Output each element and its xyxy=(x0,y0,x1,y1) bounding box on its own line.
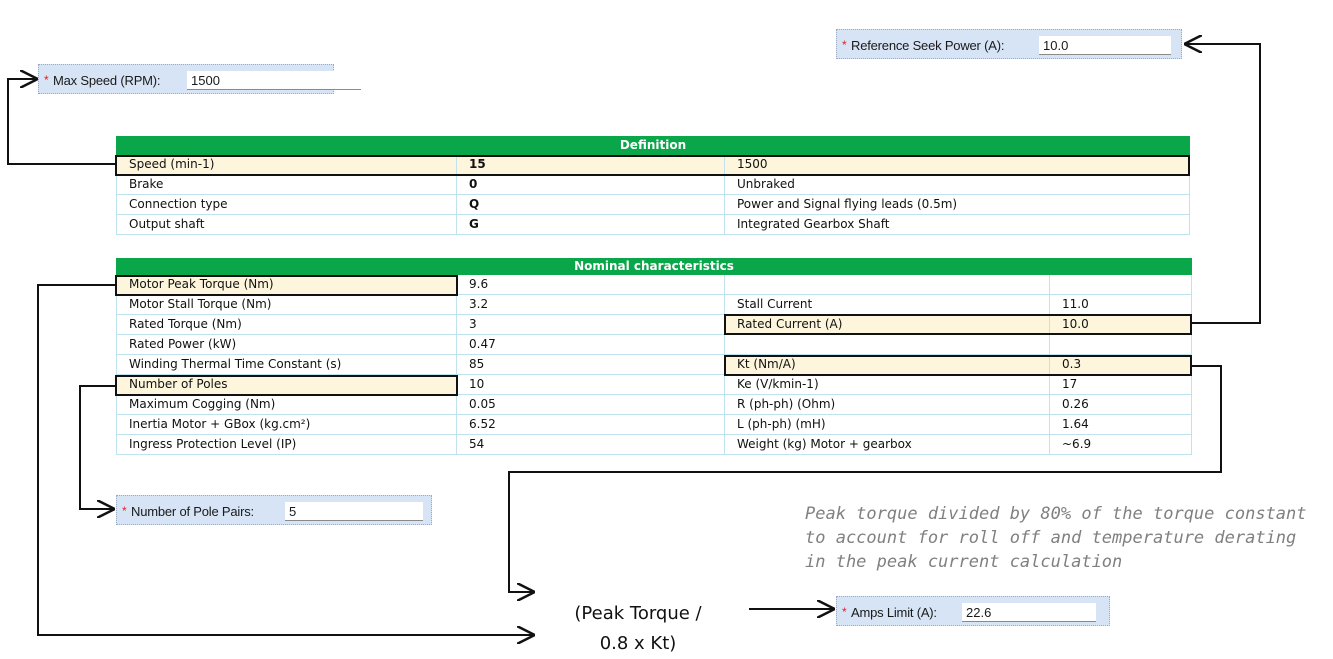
nominal-cell-r0-c1: 9.6 xyxy=(457,275,725,295)
nominal-cell-r4-c0: Winding Thermal Time Constant (s) xyxy=(116,355,457,375)
nominal-cell-r3-c1: 0.47 xyxy=(457,335,725,355)
amps-limit-input[interactable]: 22.6 xyxy=(962,603,1096,622)
reference-seek-power-label: Reference Seek Power (A): xyxy=(851,38,1005,53)
definition-cell-r2-c0: Connection type xyxy=(116,195,457,215)
nominal-cell-r5-c0: Number of Poles xyxy=(116,375,457,395)
required-marker: * xyxy=(842,38,847,52)
nominal-header: Nominal characteristics xyxy=(116,258,1192,275)
nominal-cell-r5-c3: 17 xyxy=(1050,375,1192,395)
definition-header: Definition xyxy=(116,136,1190,155)
arrow-kt-to-formula xyxy=(509,366,1221,592)
nominal-cell-r2-c1: 3 xyxy=(457,315,725,335)
nominal-cell-r2-c3: 10.0 xyxy=(1050,315,1192,335)
definition-cell-r3-c2: Integrated Gearbox Shaft xyxy=(725,215,1190,235)
nominal-cell-r3-c0: Rated Power (kW) xyxy=(116,335,457,355)
nominal-cell-r7-c1: 6.52 xyxy=(457,415,725,435)
arrow-rated-current-to-seek-power xyxy=(1186,44,1260,323)
pole-pairs-input[interactable]: 5 xyxy=(285,502,423,521)
nominal-cell-r1-c3: 11.0 xyxy=(1050,295,1192,315)
definition-cell-r3-c1: G xyxy=(457,215,725,235)
required-marker: * xyxy=(122,504,127,518)
nominal-cell-r6-c3: 0.26 xyxy=(1050,395,1192,415)
required-marker: * xyxy=(44,73,49,87)
definition-cell-r2-c1: Q xyxy=(457,195,725,215)
arrow-peak-torque-to-formula xyxy=(38,285,533,635)
nominal-cell-r8-c3: ~6.9 xyxy=(1050,435,1192,455)
definition-cell-r3-c0: Output shaft xyxy=(116,215,457,235)
peak-current-note: Peak torque divided by 80% of the torque constant to account for roll off and temperature derating in the peak current calculation xyxy=(805,504,1307,572)
arrow-speed-to-max-speed xyxy=(8,79,115,164)
nominal-cell-r7-c3: 1.64 xyxy=(1050,415,1192,435)
nominal-cell-r6-c2: R (ph-ph) (Ohm) xyxy=(725,395,1050,415)
formula-line-1: (Peak Torque / xyxy=(574,603,702,624)
nominal-cell-r8-c2: Weight (kg) Motor + gearbox xyxy=(725,435,1050,455)
definition-cell-r0-c1: 15 xyxy=(457,155,725,175)
nominal-cell-r8-c0: Ingress Protection Level (IP) xyxy=(116,435,457,455)
formula-line-2: 0.8 x Kt) xyxy=(599,633,677,654)
nominal-cell-r2-c0: Rated Torque (Nm) xyxy=(116,315,457,335)
definition-cell-r1-c2: Unbraked xyxy=(725,175,1190,195)
nominal-cell-r0-c0: Motor Peak Torque (Nm) xyxy=(116,275,457,295)
max-speed-label: Max Speed (RPM): xyxy=(53,73,161,88)
nominal-cell-r1-c0: Motor Stall Torque (Nm) xyxy=(116,295,457,315)
definition-cell-r1-c0: Brake xyxy=(116,175,457,195)
amps-limit-label: Amps Limit (A): xyxy=(851,605,937,620)
nominal-cell-r4-c3: 0.3 xyxy=(1050,355,1192,375)
nominal-cell-r8-c1: 54 xyxy=(457,435,725,455)
reference-seek-power-input[interactable]: 10.0 xyxy=(1039,36,1171,55)
nominal-cell-r5-c1: 10 xyxy=(457,375,725,395)
pole-pairs-label: Number of Pole Pairs: xyxy=(131,504,254,519)
definition-cell-r0-c2: 1500 xyxy=(725,155,1190,175)
nominal-cell-r1-c1: 3.2 xyxy=(457,295,725,315)
nominal-cell-r6-c1: 0.05 xyxy=(457,395,725,415)
definition-cell-r0-c0: Speed (min-1) xyxy=(116,155,457,175)
nominal-cell-r5-c2: Ke (V/kmin-1) xyxy=(725,375,1050,395)
arrow-poles-to-pole-pairs xyxy=(80,386,115,509)
definition-cell-r1-c1: 0 xyxy=(457,175,725,195)
max-speed-input[interactable]: 1500 xyxy=(187,71,361,90)
nominal-cell-r4-c1: 85 xyxy=(457,355,725,375)
nominal-cell-r6-c0: Maximum Cogging (Nm) xyxy=(116,395,457,415)
definition-cell-r2-c2: Power and Signal flying leads (0.5m) xyxy=(725,195,1190,215)
nominal-cell-r1-c2: Stall Current xyxy=(725,295,1050,315)
nominal-cell-r7-c0: Inertia Motor + GBox (kg.cm²) xyxy=(116,415,457,435)
required-marker: * xyxy=(842,605,847,619)
nominal-cell-r4-c2: Kt (Nm/A) xyxy=(725,355,1050,375)
nominal-cell-r7-c2: L (ph-ph) (mH) xyxy=(725,415,1050,435)
nominal-cell-r2-c2: Rated Current (A) xyxy=(725,315,1050,335)
